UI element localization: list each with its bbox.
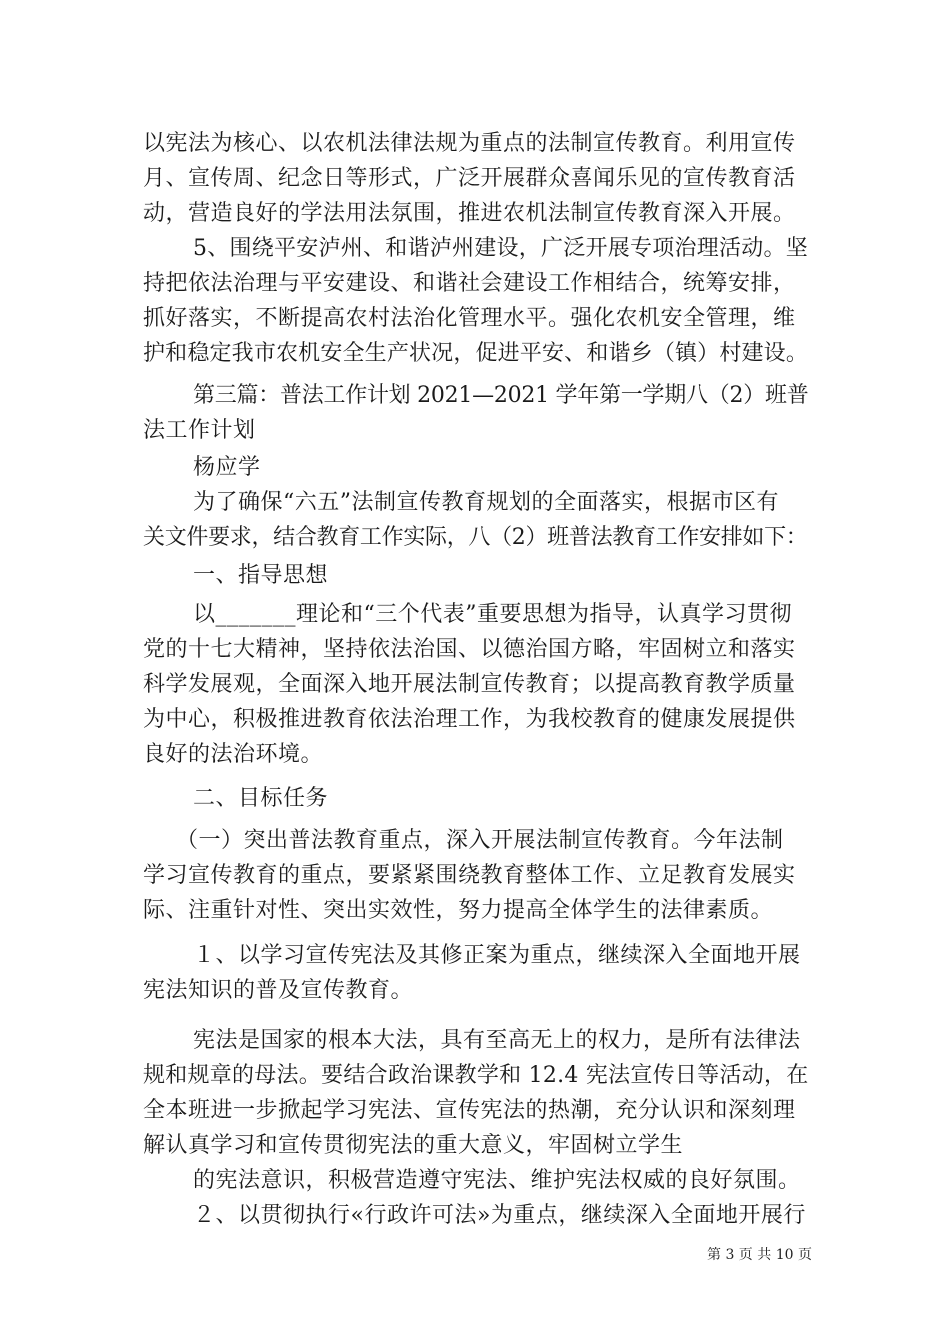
text-line: 为了确保“六五”法制宣传教育规划的全面落实，根据市区有 — [193, 490, 779, 515]
text-line: 全本班进一步掀起学习宪法、宣传宪法的热潮，充分认识和深刻理 — [143, 1098, 796, 1123]
text-line: 5、围绕平安泸州、和谐泸州建设，广泛开展专项治理活动。坚 — [193, 236, 808, 261]
author-name: 杨应学 — [193, 455, 261, 480]
text-line: １、以学习宣传宪法及其修正案为重点，继续深入全面地开展 — [193, 943, 801, 968]
section-heading: 法工作计划 — [143, 418, 256, 443]
text-line: 际、注重针对性、突出实效性，努力提高全体学生的法律素质。 — [143, 898, 774, 923]
text-line: 关文件要求，结合教育工作实际，八（2）班普法教育工作安排如下： — [143, 525, 808, 550]
text-line: 护和稳定我市农机安全生产状况，促进平安、和谐乡（镇）村建设。 — [143, 341, 809, 366]
section-heading: 第三篇：普法工作计划 2021—2021 学年第一学期八（2）班普 — [193, 383, 809, 408]
text-line: 月、宣传周、纪念日等形式，广泛开展群众喜闻乐见的宣传教育活 — [143, 166, 796, 191]
text-line: 学习宣传教育的重点，要紧紧围绕教育整体工作、立足教育发展实 — [143, 863, 796, 888]
text-line: 为中心，积极推进教育依法治理工作，为我校教育的健康发展提供 — [143, 707, 796, 732]
section-heading: 二、目标任务 — [193, 786, 329, 811]
text-line: 解认真学习和宣传贯彻宪法的重大意义，牢固树立学生 — [143, 1133, 684, 1158]
text-line: 良好的法治环境。 — [143, 742, 324, 767]
text-line: 抓好落实，不断提高农村法治化管理水平。强化农机安全管理，维 — [143, 306, 796, 331]
text-line: 规和规章的母法。要结合政治课教学和 12.4 宪法宣传日等活动，在 — [143, 1063, 809, 1088]
text-line: 党的十七大精神，坚持依法治国、以德治国方略，牢固树立和落实 — [143, 637, 796, 662]
page-number: 第 3 页 共 10 页 — [707, 1247, 812, 1263]
text-line: 宪法是国家的根本大法，具有至高无上的权力，是所有法律法 — [193, 1028, 801, 1053]
text-line: 科学发展观，全面深入地开展法制宣传教育；以提高教育教学质量 — [143, 672, 796, 697]
text-line: （一）突出普法教育重点，深入开展法制宣传教育。今年法制 — [176, 828, 784, 853]
text-line: 以_______理论和“三个代表”重要思想为指导，认真学习贯彻 — [193, 602, 792, 627]
text-line: 持把依法治理与平安建设、和谐社会建设工作相结合，统筹安排， — [143, 271, 796, 296]
text-line: 的宪法意识，积极营造遵守宪法、维护宪法权威的良好氛围。 — [193, 1168, 801, 1193]
text-line: ２、以贯彻执行«行政许可法»为重点，继续深入全面地开展行 — [193, 1203, 806, 1228]
text-line: 动，营造良好的学法用法氛围，推进农机法制宣传教育深入开展。 — [143, 201, 796, 226]
section-heading: 一、指导思想 — [193, 563, 329, 588]
text-line: 以宪法为核心、以农机法律法规为重点的法制宣传教育。利用宣传 — [143, 131, 796, 156]
text-line: 宪法知识的普及宣传教育。 — [143, 978, 414, 1003]
